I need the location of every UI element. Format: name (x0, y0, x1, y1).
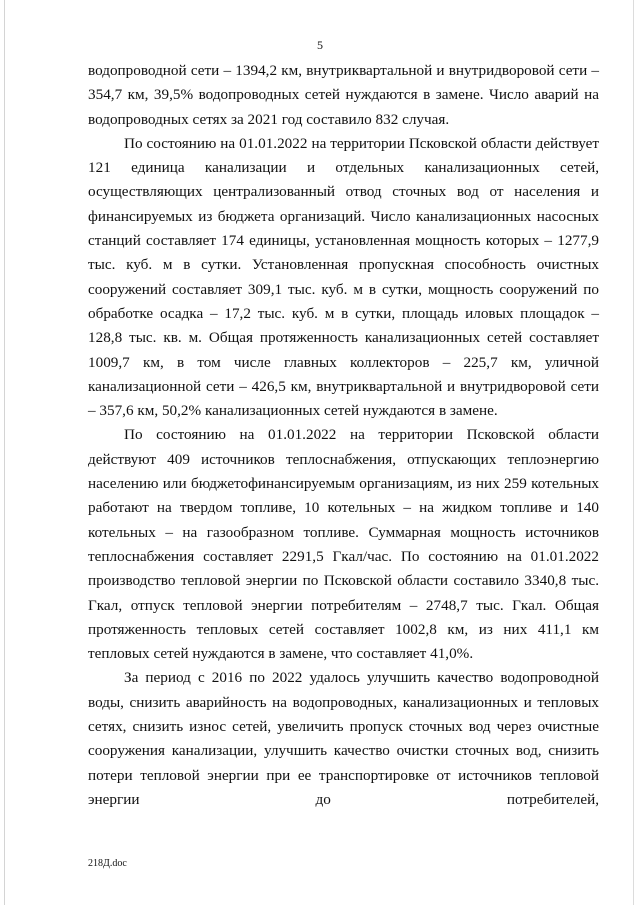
footer-filename: 218Д.doc (88, 858, 127, 869)
paragraph-improvements: За период с 2016 по 2022 удалось улучшить качество водопроводной воды, снизить аварийность на водопроводных, канализационных и тепловых сетях, снизить износ сетей, увеличить пропуск сточных вод через очистные сооружения канализации, улучшить качество очистки сточных вод, снизить потери тепловой энергии при ее транспортировке от источников тепловой энергии до потребителей, (88, 669, 599, 808)
paragraph-water-networks: водопроводной сети – 1394,2 км, внутриквартальной и внутридворовой сети – 354,7 км, 39,5% водопроводных сетей нуждаются в замене. Число аварий на водопроводных сетях за 2021 год составило 832 случая. (88, 62, 599, 128)
paragraph-sewerage: По состоянию на 01.01.2022 на территории Псковской области действует 121 единица канализации и отдельных канализационных сетей, осуществляющих централизованный отвод сточных вод от населения и финансируемых из бюджета организаций. Число канализационных насосных станций составляет 174 единицы, установленная мощность которых – 1277,9 тыс. куб. м в сутки. Установленная пропускная способность очистных сооружений составляет 309,1 тыс. куб. м в сутки, мощность сооружений по обработке осадка – 17,2 тыс. куб. м в сутки, площадь иловых площадок – 128,8 тыс. кв. м. Общая протяженность канализационных сетей составляет 1009,7 км, в том числе главных коллекторов – 225,7 км, уличной канализационной сети – 426,5 км, внутриквартальной и внутридворовой сети – 357,6 км, 50,2% канализационных сетей нуждаются в замене. (88, 134, 599, 420)
page-number: 5 (317, 38, 323, 52)
scan-edge-left (4, 0, 5, 905)
paragraph-heat-supply: По состоянию на 01.01.2022 на территории Псковской области действуют 409 источников теплоснабжения, отпускающих теплоэнергию населению или бюджетофинансируемым организациям, из них 259 котельных работают на твердом топливе, 10 котельных – на жидком топливе и 140 котельных – на газообразном топливе. Суммарная мощность источников теплоснабжения составляет 2291,5 Гкал/час. По состоянию на 01.01.2022 производство тепловой энергии по Псковской области составило 3340,8 тыс. Гкал, отпуск тепловой энергии потребителям – 2748,7 тыс. Гкал. Общая протяженность тепловых сетей составляет 1002,8 км, из них 411,1 км тепловых сетей нуждаются в замене, что составляет 41,0%. (88, 426, 599, 663)
document-body (88, 59, 599, 812)
scan-edge-right (633, 0, 634, 905)
